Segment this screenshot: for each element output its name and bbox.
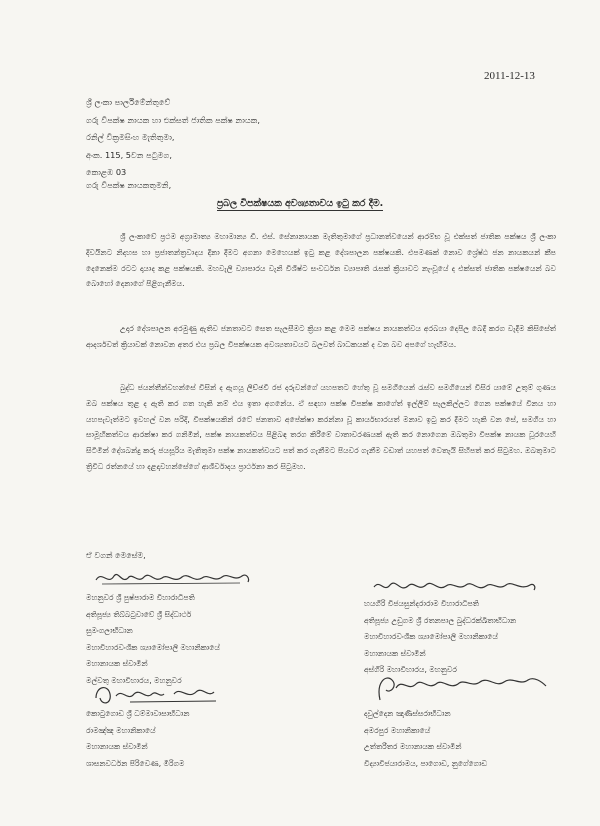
salutation: ගරු විපක්ෂ නායකතුමනි, xyxy=(86,180,172,190)
signatory-line: අස්ගිරි මහාවිහාරය, මහනුවර xyxy=(364,665,457,675)
closing-line: ඒ වගන් මෙසේම, xyxy=(86,551,146,560)
recipient-line: අංක. 115, 5වන පටුමග, xyxy=(86,149,172,160)
signatory-line: මහානායක ස්වාමීන් xyxy=(364,648,426,658)
recipient-line: ශ්‍රී ලංකා පාර්ලිමේන්තුවේ xyxy=(86,97,171,107)
signatory-line: සුමංගලාභිධාන xyxy=(86,626,133,636)
signatory-block xyxy=(86,590,220,690)
recipient-line: ගරු විපක්ෂ නායක හා එක්සත් ජාතික පක්ෂ නායක, xyxy=(86,114,261,125)
body-paragraph: ශ්‍රී ලංකාවේ ප්‍රථම අග්‍රාමාත්‍ය මහාමාන්‍ය ඩී. එස්. සේනානායක මැතිතුමාගේ ප්‍රධානත්වයෙන් ආරම්භ වූ එක්සත් ජාතික පක්ෂය ශ්‍රී ලංකා දිවයිනට නිදහස හා ප්‍රජාතන්ත්‍රවාදය දිනා දීමට අගනා මෙහෙයක් ඉටු කළ දේශපාලන පක්ෂයකි. එපමණක් නොව ශ්‍රේෂ්ඨ ජන නායකයන් කීප දෙනෙක්ම රටට දායාද කළ පක්ෂයකි. මහවැලි ව්‍යාපාරය වැනි විශිෂ්ට සංවර්ධන ව්‍යාපෘති රැසක් ක්‍රියාවට නැංවූයේ ද එක්සත් ජාතික පක්ෂයෙන් බව බොහෝ දෙනාගේ පිළිගැනීමය. xyxy=(86,232,556,289)
handwritten-signature xyxy=(372,670,552,708)
signatory-line: මහාවිහාරවංශික ශ්‍යාමෝපාලි මහානිකායේ xyxy=(86,642,220,652)
signatory-line: අමරපුර මහානිකායේ xyxy=(364,725,431,735)
body-paragraph: උදාර දේශපාලන අරමුණු ඇතිව ජනතාවට සෙත සැලසීමට ක්‍රියා කළ මෙම පක්ෂය නායකත්වය අරබයා දෙපිල බෙදී කරග වැදීම කිසිසේත් ආදර්ශවත් ක්‍රියාවක් නොවන අතර එය ප්‍රබල විපක්ෂයක අවශ්‍යතාවයට බලවත් බාධකයක් ද වන බව අපගේ හැඟීමය. xyxy=(86,324,556,349)
signatory-line: මල්වතු මහාවිහාරය, මහනුවර xyxy=(86,675,182,685)
signatory-line: අතිපූජ්‍ය තිබ්බටුවාවේ ශ්‍රී සිද්ධාර්ථ xyxy=(86,609,192,619)
handwritten-signature xyxy=(92,566,252,590)
recipient-line: රනිල් වික්‍රමසිංහ මැතිතුමා, xyxy=(86,132,175,142)
recipient-line: කොළඹ 03 xyxy=(86,167,127,177)
signatory-line: මහානායක ස්වාමීන් xyxy=(86,742,148,752)
signatory-line: කොටුගොඩ ශ්‍රී ධම්මාවාසාභිධාන xyxy=(86,709,190,718)
signatory-block xyxy=(86,706,190,772)
subject-text: ප්‍රබල විපක්ෂයක අවශ්‍යතාවය ඉටු කර දීම. xyxy=(216,198,384,209)
signatory-line: උත්තරීතර මහානායක ස්වාමීන් xyxy=(364,742,462,752)
signatory-block xyxy=(364,706,487,772)
recipient-address xyxy=(86,94,260,182)
letter-date: 2011-12-13 xyxy=(484,70,535,82)
signatory-line: රාමඤ්ඤ මහානිකායේ xyxy=(86,725,156,735)
signatory-line: මහනුවර ශ්‍රී පුෂ්පාරාම විහාරාධිපති xyxy=(86,593,195,602)
signatory-line: අතිපූජ්‍ය උඩුගම ශ්‍රී රතනපාල බුද්ධරක්ඛිතාභිධාන xyxy=(364,615,517,625)
subject-heading xyxy=(0,198,600,209)
signatory-line: මහාවිහාරවංශික ශ්‍යාමෝපාලි මහානිකායේ xyxy=(364,632,498,642)
signatory-line: හයගිරි විජයසුන්දරාරාම විහාරාධිපති xyxy=(364,599,479,608)
signatory-line: දවුල්දෙන ඤාණිස්සරාභිධාන xyxy=(364,709,451,718)
signatory-line: මහානායක ස්වාමීන් xyxy=(86,659,148,669)
body-paragraph: බුද්ධ ජයන්තීන්වහන්සේ විසින් ද ඇගයූ ලිච්ඡවී රජ දරුවන්ගේ යහපතට හේතු වූ සමගියෙන් රැස්ව සමගියෙන් විසිර යාමේ උතුම් ගුණය ඔබ පක්ෂය තුළ ද ඇති කර ගත හැකි නම් එය ඉතා අගනේය. ඒ සඳහා පක්ෂ විපක්ෂ කාගේත් ඉල්ලීම් සැලකිල්ලට ගෙන පක්ෂයේ විනය හා යහපැවැත්මට ඉවහල් වන පරිදි, විපක්ෂයකින් රටේ ජනතාව අපේක්ෂා කරන්නා වූ කාර්යභාරයත් මනාව ඉටු කර දීමට හැකි වන සේ, සමගිය හා සාමූහිකත්වය ආරක්ෂා කර ගනිමින්, පක්ෂ නායකත්වය පිළිබඳ තරග කිරීමේ වාතාවරණයක් ඇති කර නොගෙන ඔබතුමා විපක්ෂ නායක ධූරයෙහි සිටිමින් දේශබන්දු කරු ජයසූරිය මැතිතුමා පක්ෂ නායකත්වයට පත් කර ගැනීමට පියවර ගැනීම වඩාත් යහපත් වෙතැයි සිහිපත් කර සිටුමහ. ඔබතුමාට ත්‍රිවිධ රත්නයේ හා දළදාවහන්සේගේ ආශිර්වාදය ප්‍රාර්ථනා කර සිටුමහ. xyxy=(86,383,556,471)
signatory-line: ශාසනවර්ධන පිරිවෙණ, මීරිගම xyxy=(86,758,185,768)
signatory-block xyxy=(364,596,516,679)
signatory-line: විද්‍යාවිජයාරාමය, පාගොඩ, නුගේගොඩ xyxy=(364,758,488,768)
